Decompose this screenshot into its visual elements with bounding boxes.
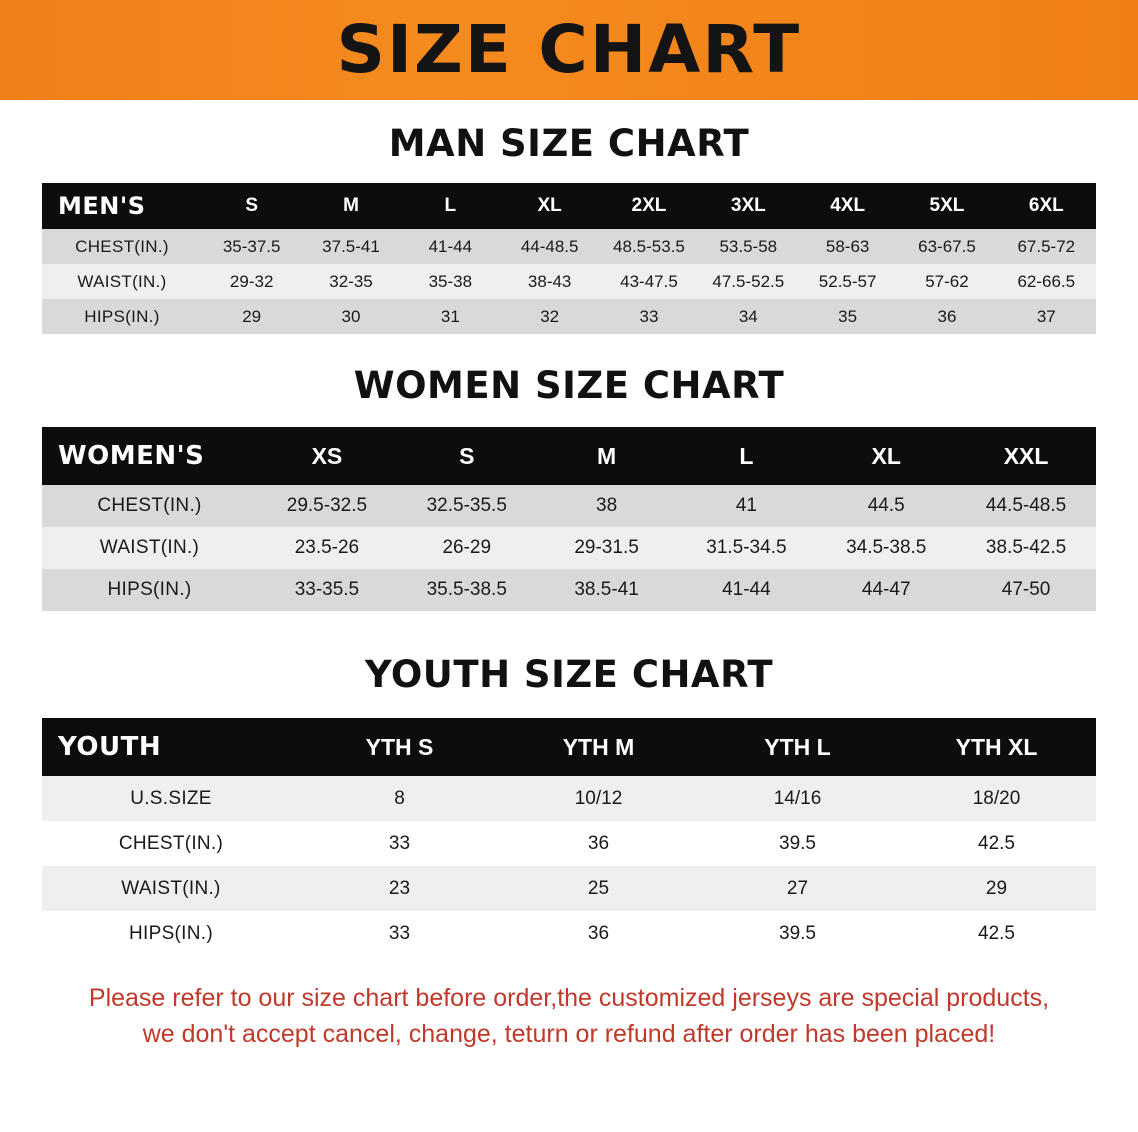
table-row (42, 911, 1096, 956)
disclaimer-note (0, 980, 1138, 1053)
table-cell: 53.5-58 (699, 229, 798, 264)
table-cell: 35-38 (401, 264, 500, 299)
women-row-header-label: WOMEN'S (58, 441, 205, 471)
row-label: WAIST(IN.) (42, 527, 257, 569)
column-header: YTH XL (955, 733, 1038, 760)
column-header: S (459, 442, 475, 469)
column-header: XL (537, 195, 562, 216)
column-header: M (343, 195, 359, 216)
men-row-header-label: MEN'S (58, 192, 146, 220)
table-cell: 44-47 (816, 569, 956, 611)
table-row (42, 527, 1096, 569)
table-cell: 32.5-35.5 (397, 485, 537, 527)
women-size-table (42, 427, 1096, 611)
youth-row-header-label: YOUTH (58, 732, 162, 762)
table-cell: 34 (699, 299, 798, 334)
table-cell: 33 (300, 911, 499, 956)
row-label: HIPS(IN.) (42, 911, 300, 956)
table-row (42, 569, 1096, 611)
row-label: CHEST(IN.) (42, 821, 300, 866)
table-cell: 14/16 (698, 776, 897, 821)
table-header-row (42, 183, 1096, 229)
table-cell: 32 (500, 299, 599, 334)
table-cell: 23 (300, 866, 499, 911)
column-header: L (444, 195, 457, 216)
table-row (42, 485, 1096, 527)
table-cell: 36 (499, 911, 698, 956)
table-cell: 29-32 (202, 264, 301, 299)
table-row (42, 229, 1096, 264)
table-row (42, 299, 1096, 334)
table-cell: 29.5-32.5 (257, 485, 397, 527)
column-header: YTH L (764, 733, 831, 760)
table-row (42, 776, 1096, 821)
table-cell: 37.5-41 (301, 229, 400, 264)
header-banner (0, 0, 1138, 100)
table-cell: 38-43 (500, 264, 599, 299)
table-cell: 29-31.5 (537, 527, 677, 569)
youth-section-title: YOUTH SIZE CHART (364, 653, 774, 696)
column-header: M (596, 442, 617, 469)
table-cell: 44.5-48.5 (956, 485, 1096, 527)
table-cell: 39.5 (698, 911, 897, 956)
column-header: 5XL (929, 195, 965, 216)
table-cell: 41-44 (401, 229, 500, 264)
table-cell: 39.5 (698, 821, 897, 866)
table-cell: 41 (676, 485, 816, 527)
column-header: XS (311, 442, 343, 469)
column-header: 6XL (1028, 195, 1064, 216)
table-cell: 38 (537, 485, 677, 527)
table-cell: 52.5-57 (798, 264, 897, 299)
table-cell: 34.5-38.5 (816, 527, 956, 569)
table-cell: 25 (499, 866, 698, 911)
column-header: 3XL (730, 195, 766, 216)
table-cell: 27 (698, 866, 897, 911)
women-table-wrap (0, 427, 1138, 611)
table-cell: 31.5-34.5 (676, 527, 816, 569)
disclaimer-line-2: we don't accept cancel, change, teturn or refund after order has been placed! (142, 1020, 996, 1049)
table-cell: 63-67.5 (897, 229, 996, 264)
man-section-title: MAN SIZE CHART (388, 122, 750, 165)
table-cell: 44.5 (816, 485, 956, 527)
table-row (42, 821, 1096, 866)
row-label: CHEST(IN.) (42, 485, 257, 527)
table-cell: 47.5-52.5 (699, 264, 798, 299)
table-cell: 35 (798, 299, 897, 334)
column-header: YTH M (562, 733, 635, 760)
column-header: 2XL (631, 195, 667, 216)
column-header: XXL (1003, 442, 1049, 469)
table-cell: 18/20 (897, 776, 1096, 821)
table-cell: 43-47.5 (599, 264, 698, 299)
page-title: SIZE CHART (336, 11, 802, 88)
man-table-wrap (0, 183, 1138, 334)
table-cell: 58-63 (798, 229, 897, 264)
table-cell: 37 (997, 299, 1096, 334)
women-section-title: WOMEN SIZE CHART (353, 364, 785, 407)
column-header: YTH S (365, 733, 434, 760)
table-cell: 26-29 (397, 527, 537, 569)
table-cell: 42.5 (897, 911, 1096, 956)
row-label: HIPS(IN.) (42, 569, 257, 611)
man-size-table (42, 183, 1096, 334)
table-cell: 57-62 (897, 264, 996, 299)
row-label: U.S.SIZE (42, 776, 300, 821)
table-cell: 41-44 (676, 569, 816, 611)
table-cell: 33-35.5 (257, 569, 397, 611)
table-cell: 67.5-72 (997, 229, 1096, 264)
column-header: L (739, 442, 754, 469)
table-cell: 29 (202, 299, 301, 334)
table-cell: 30 (301, 299, 400, 334)
table-row (42, 866, 1096, 911)
column-header: S (245, 195, 258, 216)
table-cell: 23.5-26 (257, 527, 397, 569)
table-cell: 10/12 (499, 776, 698, 821)
row-label: CHEST(IN.) (42, 229, 202, 264)
row-label: WAIST(IN.) (42, 866, 300, 911)
table-cell: 33 (599, 299, 698, 334)
row-label: WAIST(IN.) (42, 264, 202, 299)
table-cell: 38.5-42.5 (956, 527, 1096, 569)
table-cell: 47-50 (956, 569, 1096, 611)
table-cell: 8 (300, 776, 499, 821)
table-cell: 62-66.5 (997, 264, 1096, 299)
youth-size-table (42, 718, 1096, 956)
table-cell: 29 (897, 866, 1096, 911)
table-cell: 33 (300, 821, 499, 866)
table-cell: 32-35 (301, 264, 400, 299)
table-cell: 31 (401, 299, 500, 334)
column-header: XL (871, 442, 901, 469)
table-cell: 35-37.5 (202, 229, 301, 264)
table-cell: 44-48.5 (500, 229, 599, 264)
table-header-row (42, 718, 1096, 776)
column-header: 4XL (830, 195, 866, 216)
table-cell: 38.5-41 (537, 569, 677, 611)
disclaimer-line-1: Please refer to our size chart before order,the customized jerseys are special products, (88, 984, 1050, 1012)
table-cell: 42.5 (897, 821, 1096, 866)
table-header-row (42, 427, 1096, 485)
row-label: HIPS(IN.) (42, 299, 202, 334)
table-cell: 36 (499, 821, 698, 866)
table-row (42, 264, 1096, 299)
table-cell: 48.5-53.5 (599, 229, 698, 264)
table-cell: 36 (897, 299, 996, 334)
youth-table-wrap (0, 718, 1138, 956)
table-cell: 35.5-38.5 (397, 569, 537, 611)
